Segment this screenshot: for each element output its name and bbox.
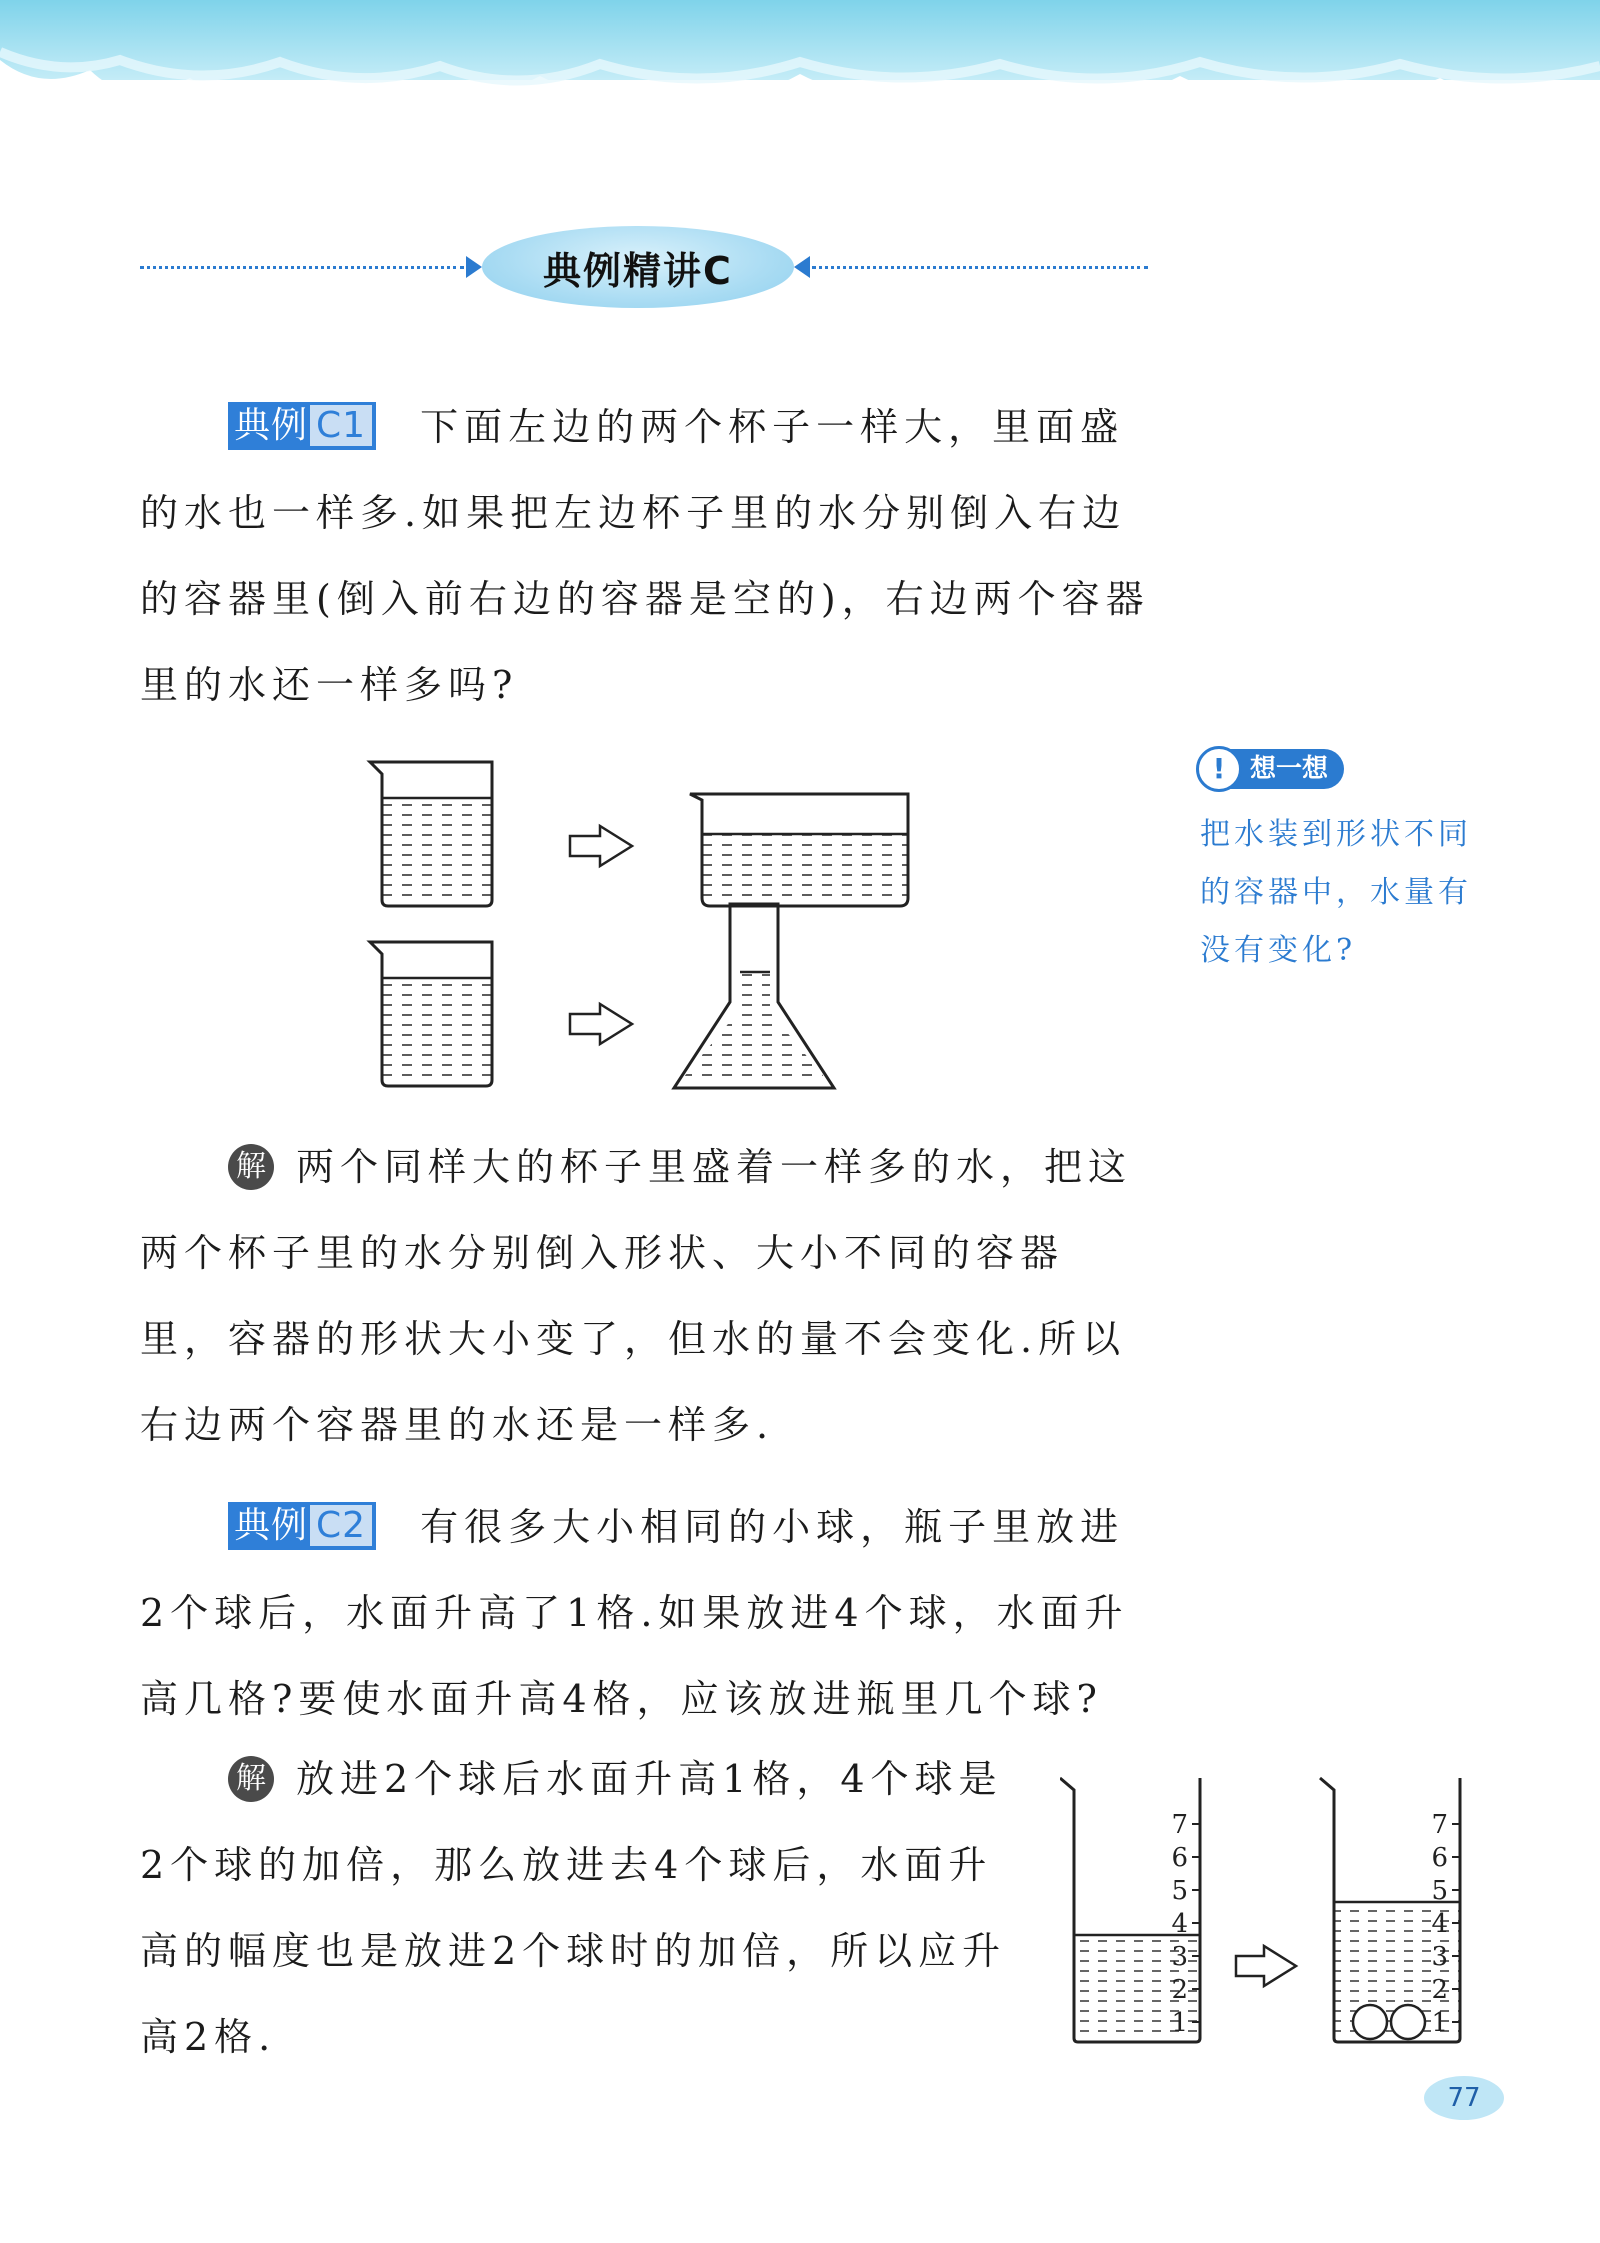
example-c1-tag bbox=[228, 402, 376, 450]
c1-containers-figure bbox=[360, 750, 940, 1100]
scale-label: 5 bbox=[1171, 1876, 1188, 1906]
page-number-text: 77 bbox=[1447, 2083, 1481, 2113]
header-arrow-left bbox=[794, 256, 810, 278]
example-c1-solution bbox=[140, 1124, 1150, 1468]
section-title-text: 典例精讲C bbox=[543, 248, 733, 293]
scale-label: 2 bbox=[1431, 1975, 1448, 2005]
scale-label: 5 bbox=[1431, 1876, 1448, 1906]
think-tip-header bbox=[1196, 746, 1496, 792]
example-tag-number: C1 bbox=[310, 405, 372, 446]
scale-label: 2 bbox=[1171, 1975, 1188, 2005]
beaker-top-left bbox=[370, 762, 492, 906]
page-number bbox=[1424, 2076, 1504, 2120]
scale-label: 1 bbox=[1171, 2008, 1188, 2038]
scale-label: 4 bbox=[1171, 1909, 1188, 1939]
ball bbox=[1391, 2005, 1425, 2039]
header-arrow-right bbox=[466, 256, 482, 278]
scale-label: 3 bbox=[1431, 1942, 1448, 1972]
example-c1-question bbox=[140, 384, 1150, 728]
think-tip-label: 想一想 bbox=[1228, 749, 1344, 789]
beaker-bottom-left bbox=[370, 942, 492, 1086]
header-dotted-rule-right bbox=[812, 266, 1148, 269]
scale-label: 6 bbox=[1171, 1843, 1188, 1873]
header-dotted-rule-left bbox=[140, 266, 464, 269]
example-c2-question-text: 有很多大小相同的小球，瓶子里放进2个球后，水面升高了1格.如果放进4个球，水面升高几格?要使水面升高4格，应该放进瓶里几个球? bbox=[140, 1505, 1129, 1721]
arrow-right-icon bbox=[570, 826, 632, 866]
wide-container bbox=[690, 794, 908, 906]
think-tip-text: 把水装到形状不同的容器中，水量有没有变化? bbox=[1200, 817, 1472, 968]
think-tip-box bbox=[1196, 746, 1496, 980]
example-tag-number: C2 bbox=[310, 1505, 372, 1546]
scale-label: 7 bbox=[1431, 1810, 1448, 1840]
example-c1-question-text: 下面左边的两个杯子一样大，里面盛的水也一样多.如果把左边杯子里的水分别倒入右边的容器里(倒入前右边的容器是空的)，右边两个容器里的水还一样多吗? bbox=[140, 405, 1150, 707]
example-c2-solution-text: 放进2个球后水面升高1格，4个球是2个球的加倍，那么放进去4个球后，水面升高的幅度也是放进2个球时的加倍，所以应升高2格. bbox=[140, 1757, 1007, 2059]
scale-label: 4 bbox=[1431, 1909, 1448, 1939]
graduated-beaker-before bbox=[1060, 1778, 1200, 2042]
section-title bbox=[482, 226, 794, 308]
flask-container bbox=[674, 904, 834, 1088]
arrow-right-icon bbox=[1236, 1946, 1296, 1986]
example-c2-question bbox=[140, 1484, 1150, 1742]
c2-beakers-figure bbox=[1060, 1766, 1480, 2056]
scale-label: 6 bbox=[1431, 1843, 1448, 1873]
solution-icon: 解 bbox=[228, 1756, 274, 1802]
scale-label: 7 bbox=[1171, 1810, 1188, 1840]
arrow-right-icon bbox=[570, 1004, 632, 1044]
solution-icon: 解 bbox=[228, 1144, 274, 1190]
example-tag-text: 典例 bbox=[234, 1505, 309, 1546]
example-tag-text: 典例 bbox=[234, 405, 309, 446]
scale-label: 3 bbox=[1171, 1942, 1188, 1972]
ball bbox=[1353, 2005, 1387, 2039]
example-c2-tag bbox=[228, 1502, 376, 1550]
example-c2-solution bbox=[140, 1736, 1020, 2080]
scale-label: 1 bbox=[1431, 2008, 1448, 2038]
example-c1-solution-text: 两个同样大的杯子里盛着一样多的水，把这两个杯子里的水分别倒入形状、大小不同的容器里，容器的形状大小变了，但水的量不会变化.所以右边两个容器里的水还是一样多. bbox=[140, 1145, 1133, 1447]
sky-cloud-banner bbox=[0, 0, 1600, 140]
exclamation-icon: ! bbox=[1196, 746, 1242, 792]
graduated-beaker-after bbox=[1320, 1778, 1460, 2042]
